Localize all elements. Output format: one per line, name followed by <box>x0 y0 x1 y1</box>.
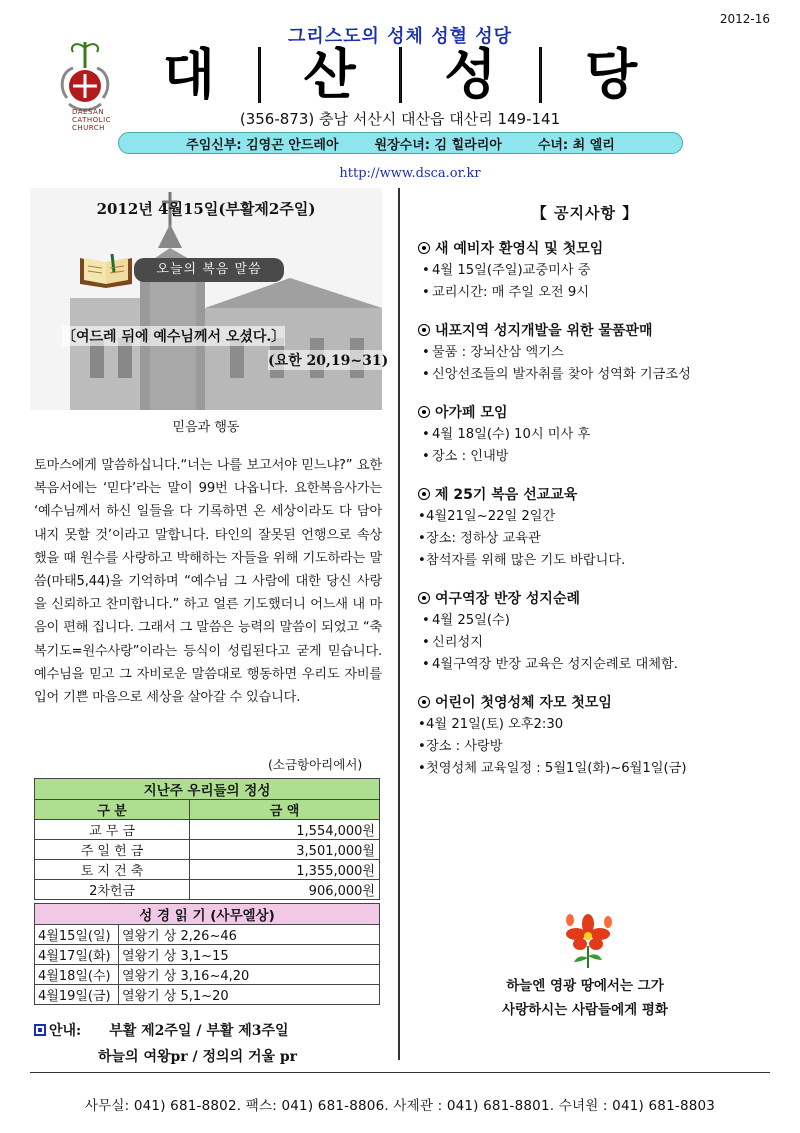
list-item: • 교리시간: 매 주일 오전 9시 <box>418 282 778 304</box>
list-item: • 신앙선조들의 발자취를 찾아 성역화 기금조성 <box>418 364 778 386</box>
gospel-quote: 〔여드레 뒤에 예수님께서 오셨다.〕 <box>62 326 285 346</box>
table-row: 4월17일(화) 열왕기 상 3,1~15 <box>35 945 380 965</box>
notice-section: 여구역장 반장 성지순례 • 4월 25일(수) • 신리성지 • 4월구역장 반장 교육은 성지순례로 대체함. <box>418 588 778 676</box>
bible-caption: 성 경 읽 기 (사무엘상) <box>35 904 380 925</box>
list-item: • 장소 : 인내방 <box>418 446 778 468</box>
gospel-date: 2012년 4월15일(부활제2주일) <box>96 200 316 218</box>
table-row: 4월15일(일) 열왕기 상 2,26~46 <box>35 925 380 945</box>
list-item: • 4월21일~22일 2일간 <box>418 506 778 528</box>
table-row: 주 일 헌 금 3,501,000월 <box>35 840 380 860</box>
radio-bullet-icon <box>418 324 430 336</box>
list-item: • 참석자를 위해 많은 기도 바랍니다. <box>418 550 778 572</box>
title-char: 대 <box>162 43 215 106</box>
radio-bullet-icon <box>418 696 430 708</box>
list-item: • 첫영성체 교육일정 : 5월1일(화)~6월1일(금) <box>418 758 778 780</box>
title-char: 성 <box>444 43 497 106</box>
table-row: 토 지 건 축 1,355,000원 <box>35 860 380 880</box>
church-title <box>120 44 680 106</box>
guide-box <box>34 1018 297 1070</box>
list-item: • 장소 : 사랑방 <box>418 736 778 758</box>
notice-section: 제 25기 복음 선교교육 • 4월21일~22일 2일간 • 장소: 정하상 교육관 • 참석자를 위해 많은 기도 바랍니다. <box>418 484 778 572</box>
offering-header: 구 분 <box>35 800 190 820</box>
bible-book-icon <box>78 250 134 288</box>
radio-bullet-icon <box>418 242 430 254</box>
article-title: 믿음과 행동 <box>172 420 240 435</box>
pastor: 주임신부: 김영곤 안드레아 <box>186 137 339 153</box>
bible-reading-table <box>34 903 380 1005</box>
church-address: (356-873) 충남 서산시 대산읍 대산리 149-141 <box>239 110 561 128</box>
psalm-verse: 하늘엔 영광 땅에서는 그가 사랑하시는 사람들에게 평화 <box>502 978 668 1018</box>
list-item: • 4월 21일(토) 오후2:30 <box>418 714 778 736</box>
offering-caption: 지난주 우리들의 정성 <box>35 779 380 800</box>
table-row: 4월18일(수) 열왕기 상 3,16~4,20 <box>35 965 380 985</box>
contact-footer: 사무실: 041) 681-8802. 팩스: 041) 681-8806. 사제관 : 041) 681-8801. 수녀원 : 041) 681-8803 <box>84 1098 716 1114</box>
title-char: 산 <box>303 43 356 106</box>
church-subtitle: 그리스도의 성체 성혈 성당 <box>287 26 513 47</box>
table-row: 2차헌금 906,000원 <box>35 880 380 900</box>
notice-section: 내포지역 성지개발을 위한 물품판매 • 물품 : 장뇌산삼 엑기스 • 신앙선조들의 발자취를 찾아 성역화 기금조성 <box>418 320 778 386</box>
guide-line1: 부활 제2주일 / 부활 제3주일 <box>109 1023 289 1039</box>
radio-bullet-icon <box>418 592 430 604</box>
clergy-bar <box>118 132 683 154</box>
flower-icon <box>558 910 618 970</box>
head-sister: 원장수녀: 김 힐라리아 <box>374 137 502 153</box>
square-bullet-icon <box>34 1024 46 1036</box>
notice-heading: 【 공지사항 】 <box>531 204 639 222</box>
table-row: 4월19일(금) 열왕기 상 5,1~20 <box>35 985 380 1005</box>
gospel-label: 오늘의 복음 말씀 <box>134 258 284 282</box>
notice-section: 아가페 모임 • 4월 18일(수) 10시 미사 후 • 장소 : 인내방 <box>418 402 778 468</box>
radio-bullet-icon <box>418 406 430 418</box>
list-item: • 4월 18일(수) 10시 미사 후 <box>418 424 778 446</box>
list-item: • 장소: 정하상 교육관 <box>418 528 778 550</box>
column-divider <box>398 188 400 1060</box>
list-item: • 물품 : 장뇌산삼 엑기스 <box>418 342 778 364</box>
issue-number: 2012-16 <box>719 12 770 26</box>
title-char: 당 <box>585 43 638 106</box>
table-row: 교 무 금 1,554,000원 <box>35 820 380 840</box>
church-building-photo <box>30 188 382 410</box>
sister: 수녀: 최 엘리 <box>537 137 615 153</box>
list-item: • 4월 25일(수) <box>418 610 778 632</box>
notice-section: 새 예비자 환영식 및 첫모임 • 4월 15일(주일)교중미사 중 • 교리시간: 매 주일 오전 9시 <box>418 238 778 304</box>
offering-table <box>34 778 380 900</box>
logo-caption: DAESAN CATHOLIC CHURCH <box>72 108 112 132</box>
article-body: 토마스에게 말씀하십니다.“너는 나를 보고서야 믿느냐?” 요한 복음서에는 ‘믿다’라는 말이 99번 나옵니다. 요한복음사가는 ‘예수님께서 하신 일들을 다 기록하면 온 세상이라도 다 담아내지 못할 것’이라고 말합니다. 타인의 잘못된 언행으로 속상했을 때 원수를 사랑하고 박해하는 자들을 위해 기도하라는 말씀(마태5,44)을 기억하며 “예수님 그 사람에 대한 당신 사랑을 신뢰하고 찬미합니다.” 하고 얼른 기도했더니 어느새 내 마음이 편해 집니다. 그래서 그 말씀은 능력의 말씀이 되었고 “축복기도=원수사랑”이라는 등식이 성립된다고 굳게 믿습니다. 예수님을 믿고 그 자비로운 말씀대로 행동하면 우리도 자비를 입어 기쁜 마음으로 세상을 살아갈 수 있습니다. <box>34 458 382 706</box>
guide-line2: 하늘의 여왕pr / 정의의 거울 pr <box>98 1049 298 1065</box>
radio-bullet-icon <box>418 488 430 500</box>
guide-label: 안내: <box>49 1023 82 1039</box>
offering-header: 금 액 <box>190 800 380 820</box>
footer-divider <box>30 1072 770 1073</box>
list-item: • 신리성지 <box>418 632 778 654</box>
list-item: • 4월 15일(주일)교중미사 중 <box>418 260 778 282</box>
article-source: (소금항아리에서) <box>268 757 363 772</box>
list-item: • 4월구역장 반장 교육은 성지순례로 대체함. <box>418 654 778 676</box>
notice-section: 어린이 첫영성체 자모 첫모임 • 4월 21일(토) 오후2:30 • 장소 : 사랑방 • 첫영성체 교육일정 : 5월1일(화)~6월1일(금) <box>418 692 778 780</box>
gospel-reference: (요한 20,19~31) <box>268 350 388 370</box>
website-link[interactable]: http://www.dsca.or.kr <box>339 166 481 181</box>
